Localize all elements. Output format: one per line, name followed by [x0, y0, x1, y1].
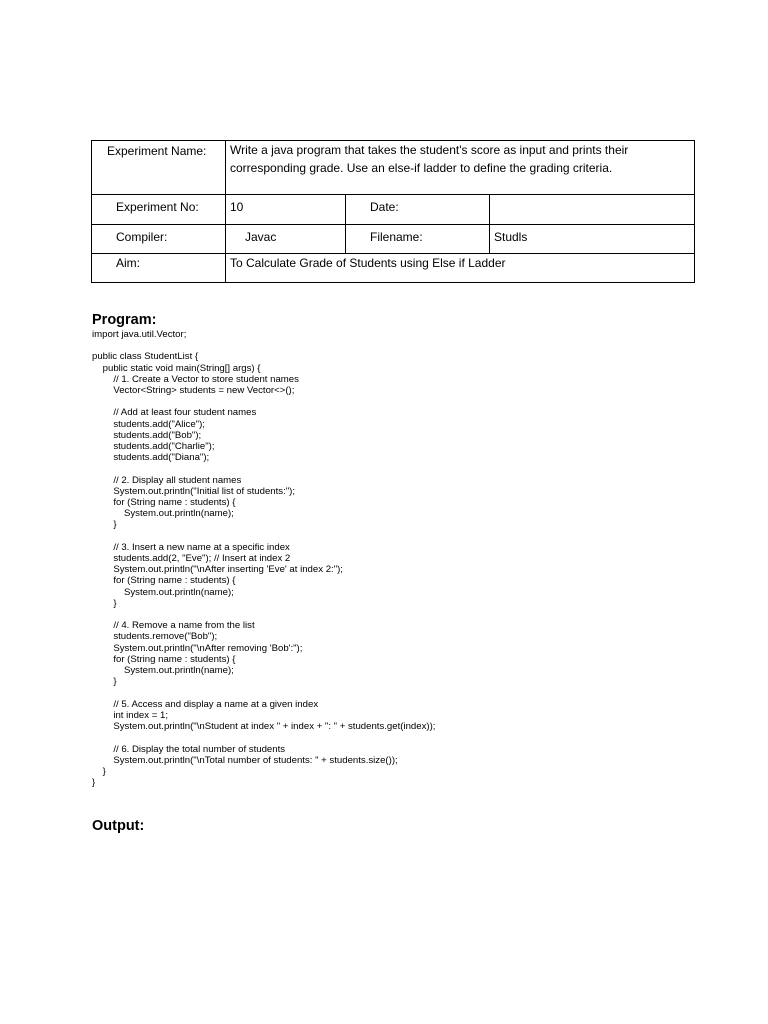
- aim-value: To Calculate Grade of Students using Else if Ladder: [230, 256, 506, 270]
- experiment-name-label-cell: [92, 141, 226, 195]
- date-value-cell: [490, 195, 695, 225]
- aim-label: Aim:: [116, 256, 140, 270]
- compiler-label-cell: [92, 225, 226, 254]
- experiment-no-row: [92, 195, 695, 225]
- date-label-cell: [346, 195, 490, 225]
- experiment-no-label-cell: [92, 195, 226, 225]
- experiment-info-table: [91, 140, 695, 283]
- compiler-label: Compiler:: [116, 230, 168, 244]
- experiment-no-value: 10: [230, 200, 244, 214]
- output-heading: Output:: [92, 818, 145, 834]
- filename-value-cell: [490, 225, 695, 254]
- experiment-name-value: Write a java program that takes the student's score as input and prints their corresponding grade. Use an else-if ladder to define the grading criteria.: [226, 141, 695, 195]
- filename-label-cell: [346, 225, 490, 254]
- aim-value-cell: [226, 254, 695, 283]
- program-code: import java.util.Vector; public class StudentList { public static void main(String[] args) { // 1. Create a Vector to store student names Vector<String> students = new Vector<>(); // Add at least four student names students.add("Alice"); students.add("Bob"); students.add("Charlie"); students.add("Diana"); // 2. Display all student names System.out.println("Initial list of students:"); for (String name : students) { System.out.println(name); } // 3. Insert a new name at a specific index students.add(2, "Eve"); // Insert at index 2 System.out.println("\nAfter inserting 'Eve' at index 2:"); for (String name : students) { System.out.println(name); } // 4. Remove a name from the list students.remove("Bob"); System.out.println("\nAfter removing 'Bob':"); for (String name : students) { System.out.println(name); } // 5. Access and display a name at a given index int index = 1; System.out.println("\nStudent at index " + index + ": " + students.get(index)); // 6. Display the total number of students System.out.println("\nTotal number of students: " + students.size()); } }: [92, 329, 436, 789]
- filename-label: Filename:: [370, 230, 423, 244]
- compiler-value-cell: [226, 225, 346, 254]
- filename-value: Studls: [494, 230, 528, 244]
- date-label: Date:: [370, 200, 399, 214]
- experiment-no-label: Experiment No:: [116, 200, 199, 214]
- compiler-row: [92, 225, 695, 254]
- experiment-no-value-cell: [226, 195, 346, 225]
- aim-label-cell: [92, 254, 226, 283]
- compiler-value: Javac: [245, 230, 277, 244]
- program-heading: Program:: [92, 312, 157, 328]
- experiment-name-label: Experiment Name:: [107, 144, 207, 158]
- date-value: [490, 195, 694, 200]
- experiment-name-row: [92, 141, 695, 195]
- aim-row: [92, 254, 695, 283]
